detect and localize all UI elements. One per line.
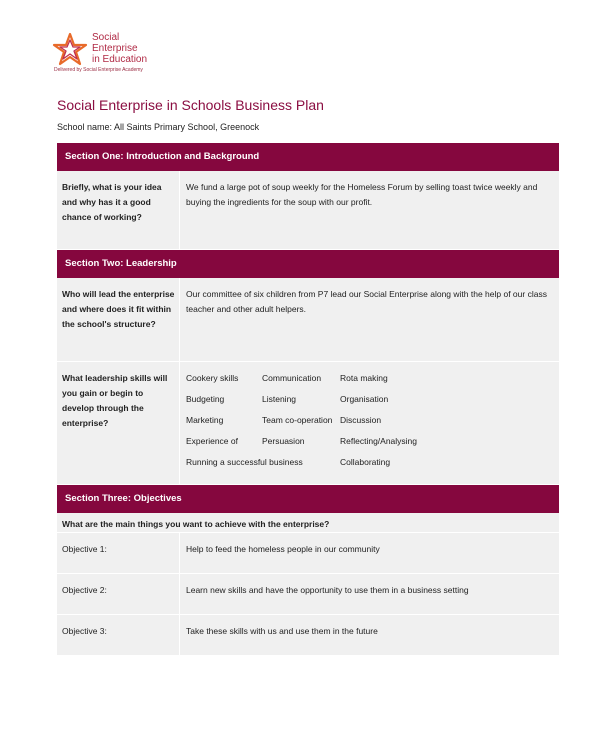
logo-text xyxy=(92,32,147,65)
skill-item: Collaborating xyxy=(340,457,391,467)
logo-line-3: in Education xyxy=(92,54,148,65)
objective-text: Help to feed the homeless people in our community xyxy=(186,544,380,554)
objective-text: Learn new skills and have the opportunity to use them in a business setting xyxy=(186,585,469,595)
answer-cell: Our committee of six children from P7 lead our Social Enterprise along with the help of our class teacher and other adult helpers. xyxy=(186,289,547,314)
skill-item: Cookery skills xyxy=(186,373,239,383)
section-two-header: Section Two: Leadership xyxy=(57,250,559,278)
question-cell: Who will lead the enterprise and where does it fit within the school's structure? xyxy=(57,278,180,361)
skill-item: Marketing xyxy=(186,415,224,425)
table-row xyxy=(57,278,559,362)
question-cell: What leadership skills will you gain or begin to develop through the enterprise? xyxy=(57,362,180,484)
table-row xyxy=(57,171,559,250)
skill-item: Persuasion xyxy=(262,436,305,446)
logo-tagline: Delivered by Social Enterprise Academy xyxy=(54,67,143,73)
section-one-header: Section One: Introduction and Background xyxy=(57,143,559,171)
skills-cell xyxy=(180,362,559,484)
objective-label: Objective 3: xyxy=(57,615,180,655)
skill-item: Organisation xyxy=(340,394,389,404)
answer-cell: We fund a large pot of soup weekly for the Homeless Forum by selling toast twice weekly and buying the ingredients for the soup with our profit. xyxy=(186,182,538,207)
skill-item: Rota making xyxy=(340,373,388,383)
skill-item: Team co-operation xyxy=(262,415,333,425)
skill-item: Running a successful business xyxy=(186,457,303,467)
skill-item: Budgeting xyxy=(186,394,225,404)
objective-label: Objective 1: xyxy=(57,533,180,573)
star-logo-icon xyxy=(52,32,88,68)
plan-table xyxy=(57,143,559,656)
table-row xyxy=(57,615,559,656)
page-title: Social Enterprise in Schools Business Plan xyxy=(57,97,324,113)
skills-grid xyxy=(186,371,553,470)
skill-item: Reflecting/Analysing xyxy=(340,436,418,446)
skill-item: Discussion xyxy=(340,415,382,425)
logo-line-1: Social xyxy=(92,32,120,43)
school-name: School name: All Saints Primary School, Greenock xyxy=(57,122,260,132)
table-row xyxy=(57,574,559,615)
skill-item: Listening xyxy=(262,394,297,404)
logo-line-2: Enterprise xyxy=(92,43,138,54)
skill-item: Experience of xyxy=(186,436,238,446)
skill-item: Communication xyxy=(262,373,322,383)
objective-text: Take these skills with us and use them in the future xyxy=(186,626,378,636)
table-row xyxy=(57,362,559,485)
question-cell: Briefly, what is your idea and why has it a good chance of working? xyxy=(57,171,180,249)
objective-label: Objective 2: xyxy=(57,574,180,614)
section-three-header: Section Three: Objectives xyxy=(57,485,559,513)
table-row xyxy=(57,533,559,574)
objectives-question: What are the main things you want to achieve with the enterprise? xyxy=(57,513,559,533)
social-enterprise-logo xyxy=(52,30,182,80)
